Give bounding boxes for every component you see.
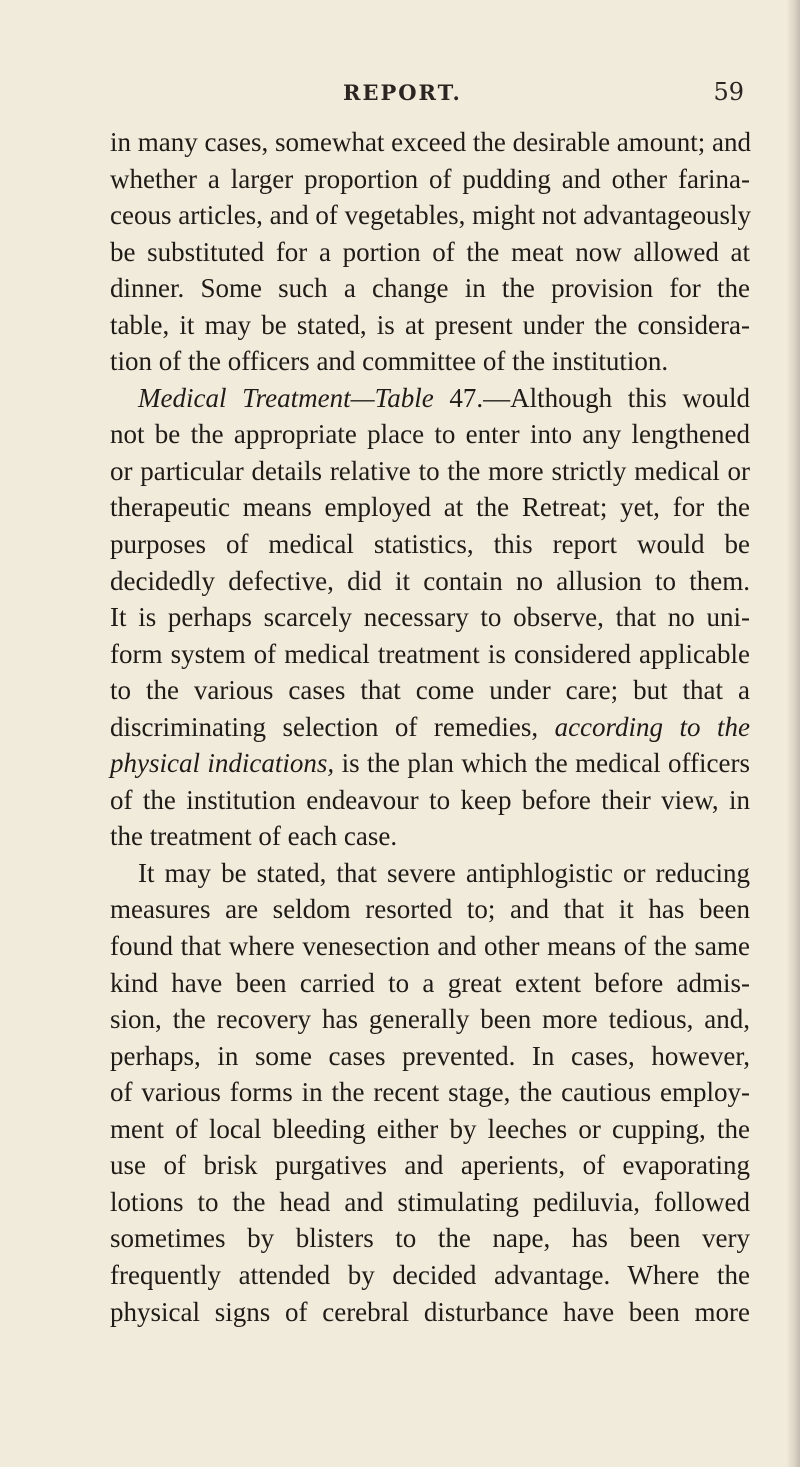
text-line: physical signs of cerebral disturbance have been more [110,1296,750,1327]
text-line: or particular details relative to the more strictly medical or [110,455,750,486]
italic-phrase: according to the [554,711,750,742]
text-line: of various forms in the recent stage, the cautious employ- [110,1077,750,1108]
text-line: lotions to the head and stimulating pediluvia, followed [110,1186,750,1217]
text-line: kind have been carried to a great extent before admis- [110,967,750,998]
page-edge-shadow [786,0,800,1467]
text-line: ceous articles, and of vegetables, might not advantageously [110,200,752,231]
text-line: sometimes by blisters to the nape, has been very [110,1223,750,1254]
text-line: therapeutic means employed at the Retreat; yet, for the [110,492,750,523]
text-line: in many cases, somewhat exceed the desirable amount; and [110,127,752,157]
text-line: tion of the officers and committee of the institution. [110,346,669,377]
text-line: use of brisk purgatives and aperients, of evaporating [110,1150,750,1181]
text-line: It is perhaps scarcely necessary to observe, that no uni- [110,602,750,633]
text-span: 47.—Although this would [433,382,750,413]
text-span: discriminating selection of remedies, [110,711,555,742]
italic-phrase: physical indications, [110,748,335,779]
text-line: the treatment of each case. [110,821,398,852]
text-line: ment of local bleeding either by leeches or cupping, the [110,1113,750,1144]
text-line: purposes of medical statistics, this report would be [110,529,750,560]
body-text [110,124,750,1330]
text-line: measures are seldom resorted to; and that it has been [110,894,750,925]
text-line [110,745,750,782]
page-number: 59 [713,78,744,106]
text-line: dinner. Some such a change in the provision for the [110,273,750,304]
text-line: not be the appropriate place to enter into any lengthened [110,419,750,450]
section-heading-italic: Medical Treatment—Table [138,382,434,413]
text-line: found that where venesection and other means of the same [110,931,750,962]
running-head: REPORT. [343,80,462,105]
text-line: frequently attended by decided advantage. Where the [110,1259,750,1290]
text-line: decidedly defective, did it contain no allusion to them. [110,565,750,596]
text-line: of the institution endeavour to keep before their view, in [110,784,750,815]
text-line [110,709,750,746]
text-line: be substituted for a portion of the meat now allowed at [110,236,750,267]
text-line: perhaps, in some cases prevented. In cases, however, [110,1040,750,1071]
text-line: whether a larger proportion of pudding and other farina- [110,163,750,194]
text-line: It may be stated, that severe antiphlogistic or reducing [138,857,750,888]
text-line-section-heading [110,380,750,417]
page-header [110,72,744,112]
text-span: is the plan which the medical officers [334,748,750,779]
text-line: form system of medical treatment is considered applicable [110,638,750,669]
text-line: to the various cases that come under care; but that a [110,675,750,706]
text-line: table, it may be stated, is at present under the considera- [110,309,750,340]
text-line: sion, the recovery has generally been more tedious, and, [110,1004,750,1035]
